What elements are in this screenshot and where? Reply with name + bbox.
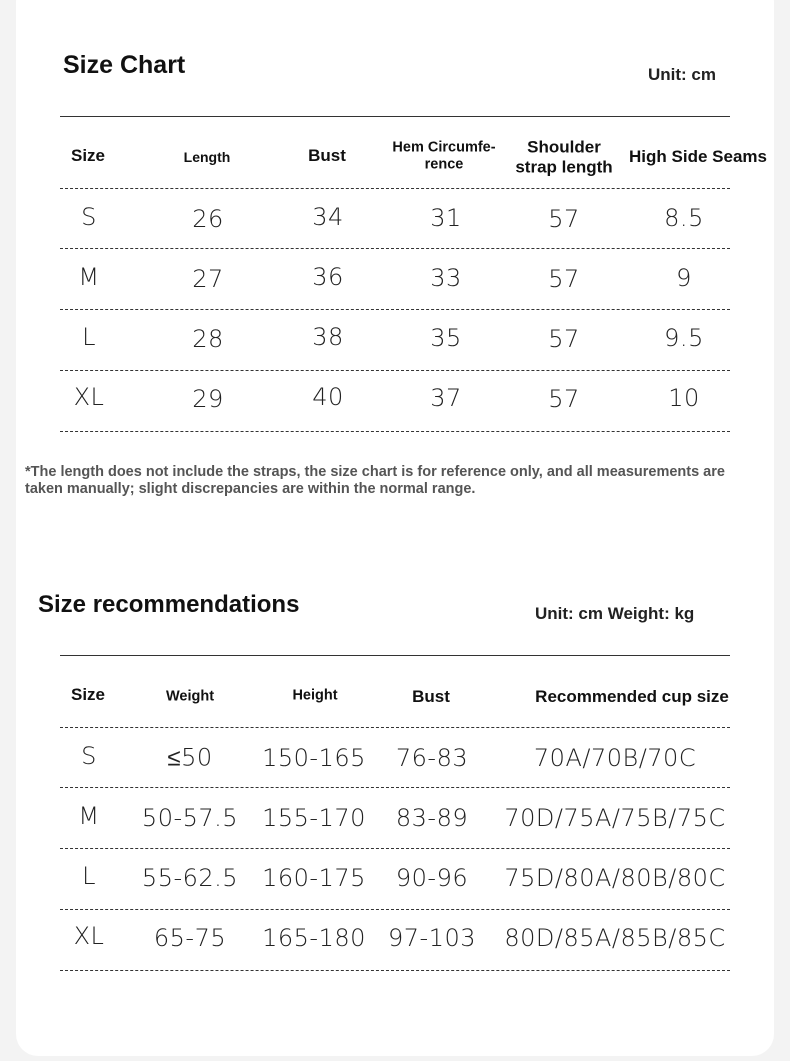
cell-height: 155-170 xyxy=(262,804,366,832)
size-chart-rule xyxy=(60,248,730,249)
shoulder-header-line-2: strap length xyxy=(515,157,613,176)
size-rec-header-size: Size xyxy=(70,685,106,705)
cell-length: 26 xyxy=(192,205,224,233)
cell-weight: 50-57.5 xyxy=(141,804,239,832)
size-chart-rule xyxy=(60,309,730,310)
size-rec-top-rule xyxy=(60,655,730,656)
size-rec-rule xyxy=(60,970,730,971)
size-chart-header-bust: Bust xyxy=(308,146,346,166)
cell-size: S xyxy=(81,742,97,770)
cell-height: 150-165 xyxy=(262,744,366,772)
size-rec-header-height: Height xyxy=(292,687,338,704)
cell-bust: 90-96 xyxy=(395,864,469,892)
size-chart-rule xyxy=(60,370,730,371)
cell-size: L xyxy=(82,862,96,890)
hem-header-line-1: Hem Circumfe- xyxy=(392,139,496,156)
cell-size: S xyxy=(81,203,97,231)
cell-size: M xyxy=(78,263,100,291)
cell-size: XL xyxy=(73,922,105,950)
cell-hem: 31 xyxy=(430,204,462,232)
size-rec-rule xyxy=(60,727,730,728)
cell-size: L xyxy=(82,323,96,351)
cell-bust: 34 xyxy=(312,203,344,231)
cell-bust: 83-89 xyxy=(395,804,469,832)
cell-size: XL xyxy=(73,383,105,411)
cell-high-side-seams: 9.5 xyxy=(664,324,704,352)
size-chart-header-size: Size xyxy=(70,146,106,166)
cell-cup-size: 70A/70B/70C xyxy=(533,744,697,772)
cell-length: 27 xyxy=(192,265,224,293)
cell-hem: 37 xyxy=(430,384,462,412)
size-recommendations-title: Size recommendations xyxy=(38,591,300,618)
size-chart-header-length: Length xyxy=(183,148,231,165)
cell-hem: 33 xyxy=(430,264,462,292)
cell-hem: 35 xyxy=(430,324,462,352)
size-chart-unit: Unit: cm xyxy=(648,65,716,84)
cell-bust: 36 xyxy=(312,263,344,291)
size-rec-rule xyxy=(60,848,730,849)
cell-size: M xyxy=(78,802,100,830)
cell-shoulder-strap: 57 xyxy=(548,325,580,353)
cell-bust: 97-103 xyxy=(387,924,477,952)
size-chart-rule xyxy=(60,188,730,189)
cell-height: 165-180 xyxy=(262,924,366,952)
shoulder-header-line-1: Shoulder xyxy=(527,137,601,157)
cell-weight: 55-62.5 xyxy=(141,864,239,892)
cell-bust: 40 xyxy=(312,383,344,411)
cell-shoulder-strap: 57 xyxy=(548,385,580,413)
size-recommendations-unit: Unit: cm Weight: kg xyxy=(535,604,695,623)
cell-cup-size: 80D/85A/85B/85C xyxy=(504,924,726,952)
cell-weight: 65-75 xyxy=(153,924,227,952)
cell-bust: 76-83 xyxy=(395,744,469,772)
cell-high-side-seams: 9 xyxy=(676,264,692,292)
hem-header-line-2: rence xyxy=(424,156,464,172)
size-chart-note: *The length does not include the straps, the size chart is for reference only, and all measurements are taken manually; slight discrepancies are within the normal range. xyxy=(25,464,725,497)
cell-height: 160-175 xyxy=(262,864,366,892)
cell-shoulder-strap: 57 xyxy=(548,205,580,233)
cell-weight: ≤50 xyxy=(167,743,213,772)
size-chart-title: Size Chart xyxy=(63,51,186,79)
size-rec-header-cup-size: Recommended cup size xyxy=(535,687,729,707)
cell-length: 29 xyxy=(192,385,224,413)
cell-bust: 38 xyxy=(312,323,344,351)
cell-length: 28 xyxy=(192,325,224,353)
size-chart-header-shoulder-strap xyxy=(499,137,629,176)
size-chart-rule xyxy=(60,431,730,432)
size-rec-header-bust: Bust xyxy=(412,687,450,707)
cell-high-side-seams: 10 xyxy=(668,384,700,412)
size-rec-rule xyxy=(60,909,730,910)
size-chart-header-hem xyxy=(379,139,509,172)
size-chart-header-high-side-seams: High Side Seams xyxy=(629,147,767,167)
size-chart-top-rule xyxy=(60,116,730,117)
cell-cup-size: 75D/80A/80B/80C xyxy=(504,864,726,892)
cell-cup-size: 70D/75A/75B/75C xyxy=(504,804,726,832)
cell-shoulder-strap: 57 xyxy=(548,265,580,293)
size-rec-header-weight: Weight xyxy=(165,688,215,705)
size-rec-rule xyxy=(60,787,730,788)
cell-high-side-seams: 8.5 xyxy=(664,204,704,232)
